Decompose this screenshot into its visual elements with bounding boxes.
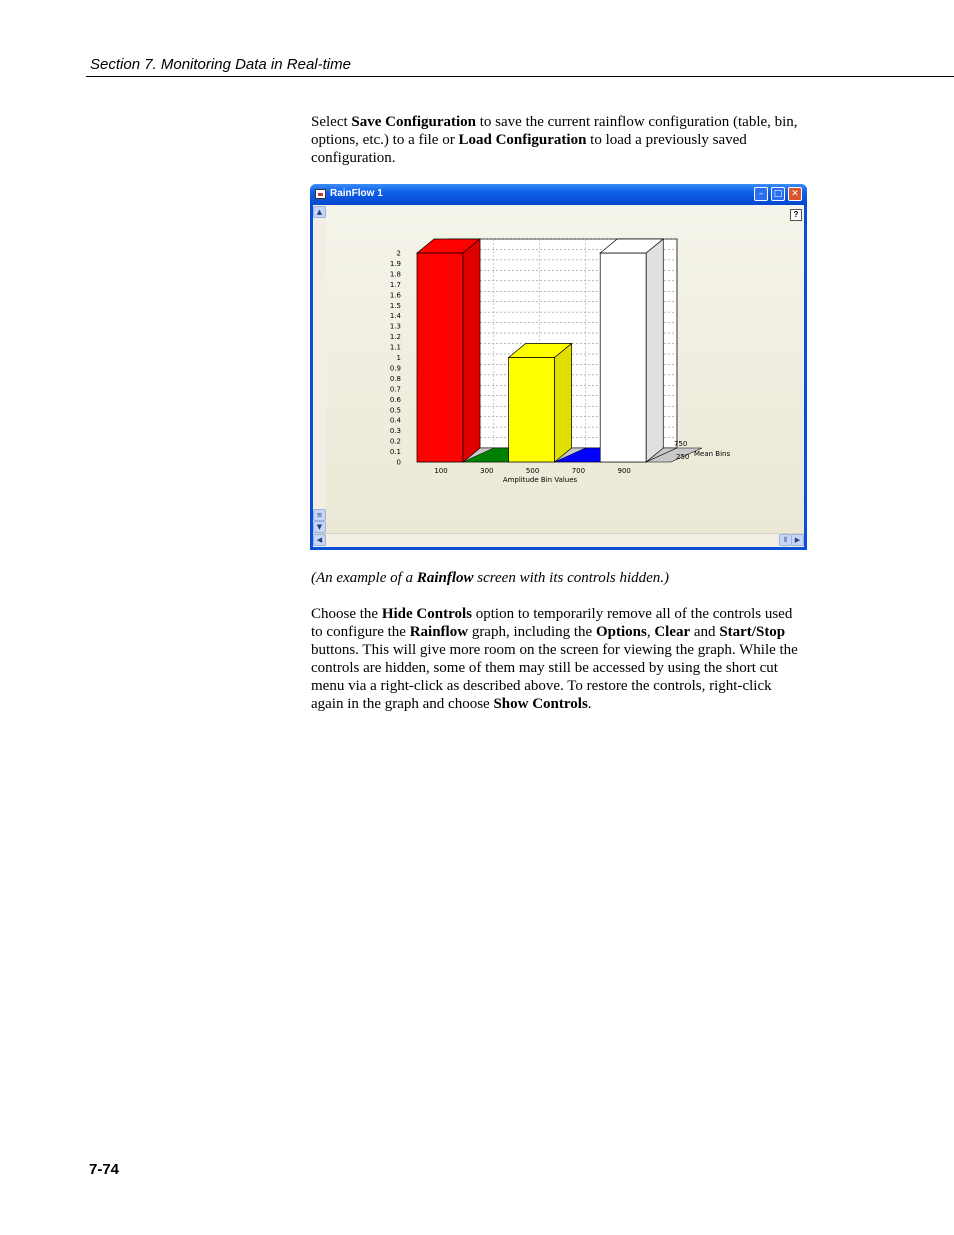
text: buttons. This will give more room on the screen for viewing the graph. While the controls are hidden, some of them may still be accessed by using the short cut menu via a right-click as described above. To restore the controls, right-click again in the graph and choose	[311, 642, 798, 712]
paragraph-save-load	[311, 113, 801, 167]
text: to save the current rainflow configuration (table, bin, options, etc.) to a file or	[311, 114, 798, 148]
x-axis-title: Amplitude Bin Values	[502, 476, 578, 484]
text: (An example of a	[311, 570, 417, 586]
y-tick-label: 0.2	[389, 437, 401, 446]
x-tick-label: 300	[480, 467, 494, 475]
y-tick-label: 1.3	[389, 322, 401, 331]
bar-side-100	[463, 239, 480, 462]
hide-controls-term: Hide Controls	[381, 606, 472, 622]
text: Select	[311, 114, 352, 130]
y-tick-label: 1.8	[389, 270, 401, 279]
y-tick-label: 1.2	[389, 333, 401, 342]
text: screen with its controls hidden.)	[473, 570, 670, 586]
bar-900	[600, 253, 646, 462]
text: ,	[646, 624, 655, 640]
bar-side-900	[646, 239, 663, 462]
scroll-thumb-h-icon[interactable]: ⦀	[779, 534, 792, 546]
window-client-area	[313, 205, 804, 547]
header-rule	[86, 76, 954, 77]
window-app-icon	[315, 189, 326, 199]
y-tick-label: 1	[396, 354, 401, 362]
text: graph, including the	[468, 624, 596, 640]
horizontal-scrollbar[interactable]	[313, 533, 804, 547]
options-term: Options	[595, 624, 647, 640]
x-tick-label: 900	[617, 467, 631, 475]
figure-caption	[311, 569, 801, 587]
text: option to temporarily remove all of the controls used to configure the	[311, 606, 793, 640]
depth-tick-label: 250	[676, 453, 690, 461]
text: .	[587, 696, 592, 712]
save-configuration-term: Save Configuration	[351, 114, 476, 130]
load-configuration-term: Load Configuration	[458, 132, 587, 148]
scroll-left-icon[interactable]: ◀	[313, 534, 326, 546]
y-tick-label: 0.9	[389, 364, 401, 373]
close-button[interactable]: ✕	[788, 187, 802, 201]
x-tick-label: 700	[571, 467, 586, 475]
rainflow-window	[310, 184, 807, 550]
paragraph-hide-controls	[311, 605, 801, 713]
y-tick-label: 0.7	[389, 385, 401, 394]
depth-tick-label: 750	[674, 440, 688, 448]
bar-side-500	[555, 344, 572, 463]
scroll-up-icon[interactable]: ▲	[313, 206, 326, 218]
y-tick-label: 0.3	[389, 427, 401, 436]
minimize-button[interactable]: –	[754, 187, 768, 201]
text: and	[690, 624, 720, 640]
text: to load a previously saved configuration.	[311, 132, 747, 166]
window-title: RainFlow 1	[330, 188, 383, 199]
window-titlebar[interactable]	[310, 184, 807, 205]
rainflow-term: Rainflow	[416, 570, 474, 586]
rainflow-chart	[326, 205, 804, 533]
page-number: 7-74	[89, 1161, 120, 1178]
rainflow-chart-svg	[326, 205, 804, 533]
start-stop-term: Start/Stop	[719, 624, 786, 640]
y-tick-label: 1.6	[389, 291, 401, 300]
y-tick-label: 0.5	[389, 406, 401, 415]
y-tick-label: 1.4	[389, 312, 401, 321]
text: Choose the	[311, 606, 382, 622]
x-tick-label: 500	[525, 467, 540, 475]
y-tick-label: 1.5	[389, 301, 401, 310]
scroll-thumb-icon[interactable]: ≡	[313, 509, 326, 521]
y-tick-label: 1.9	[389, 259, 401, 268]
y-tick-label: 2	[396, 249, 401, 258]
help-button[interactable]: ?	[790, 209, 802, 221]
show-controls-term: Show Controls	[493, 696, 588, 712]
y-tick-label: 1.1	[389, 343, 401, 352]
running-header: Section 7. Monitoring Data in Real-time	[90, 56, 351, 73]
bar-100	[417, 253, 463, 462]
vertical-scrollbar[interactable]	[313, 205, 327, 533]
y-tick-label: 1.7	[389, 280, 401, 289]
y-tick-label: 0	[396, 458, 401, 467]
y-tick-label: 0.6	[389, 395, 401, 404]
clear-term: Clear	[654, 624, 691, 640]
scroll-down-icon[interactable]: ▼	[313, 521, 326, 533]
y-tick-label: 0.8	[389, 374, 401, 383]
bar-500	[509, 358, 555, 463]
y-tick-label: 0.1	[389, 448, 401, 457]
scroll-right-icon[interactable]: ▶	[791, 534, 804, 546]
x-tick-label: 100	[434, 467, 448, 475]
depth-axis-title: Mean Bins	[694, 450, 731, 458]
y-tick-label: 0.4	[389, 416, 401, 425]
maximize-button[interactable]: □	[771, 187, 785, 201]
rainflow-term: Rainflow	[409, 624, 469, 640]
